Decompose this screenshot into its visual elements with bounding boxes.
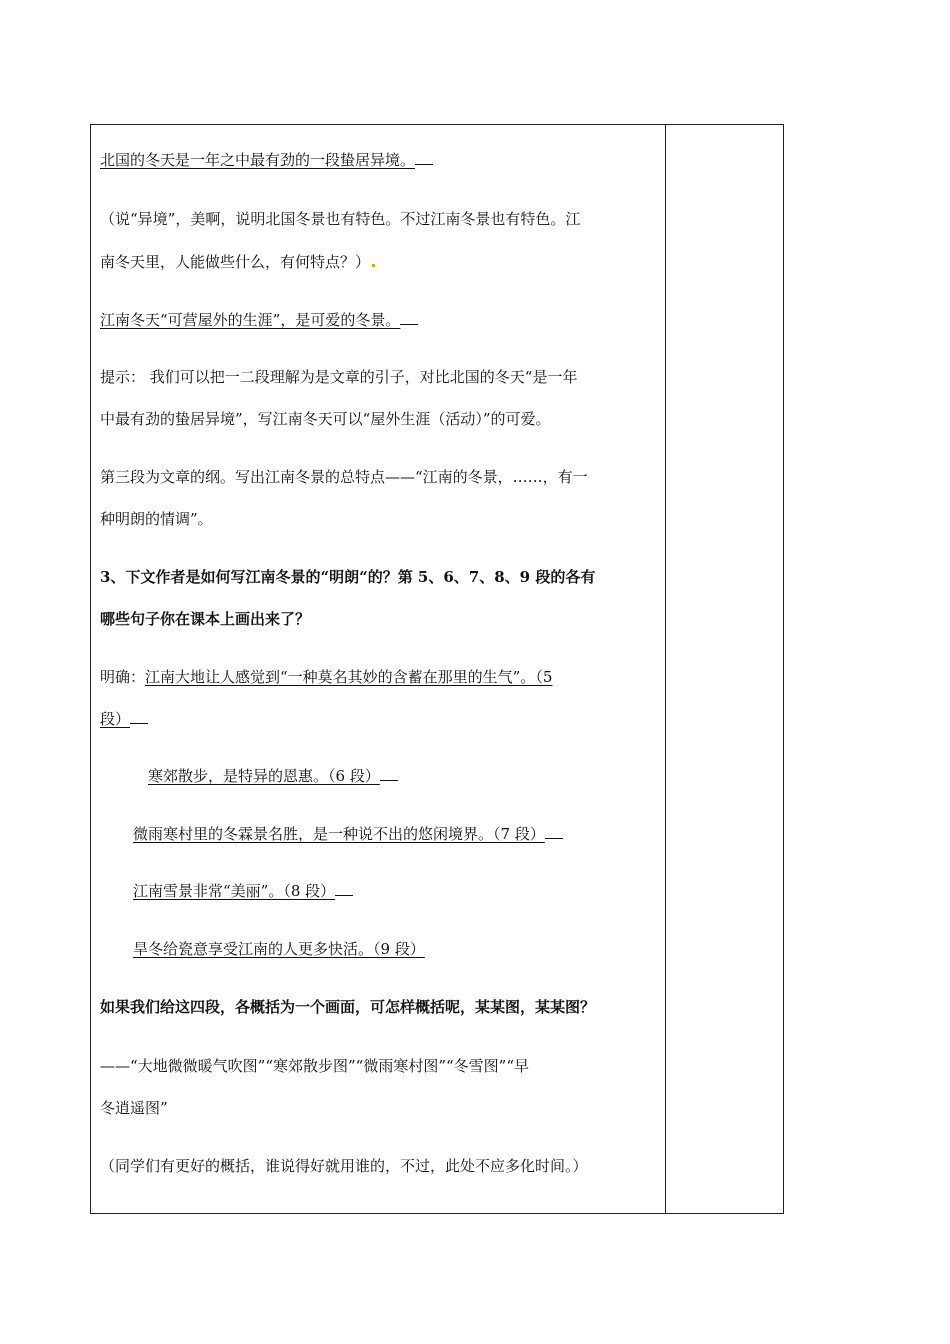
answer-line: 明确：江南大地让人感觉到“一种莫名其妙的含蓄在那里的生气”。（5	[100, 668, 553, 686]
text-line: ——“大地微微暖气吹图”“寒郊散步图”“微雨寒村图”“冬雪图”“早	[100, 1057, 530, 1075]
text-line: 中最有劲的蛰居异境”，写江南冬天可以“屋外生涯（活动）”的可爱。	[100, 410, 551, 428]
answer-line: 旱冬给瓷意享受江南的人更多快活。（9 段）	[133, 940, 425, 958]
text-line: （同学们有更好的概括，谁说得好就用谁的，不过，此处不应多化时间。）	[100, 1157, 588, 1175]
question-line: 哪些句子你在课本上画出来了？	[100, 610, 311, 628]
column-divider	[665, 125, 666, 1213]
text-line: 冬逍遥图”	[100, 1099, 168, 1117]
answer-line: 江南雪景非常“美丽”。（8 段）	[133, 881, 353, 901]
answer-line: 寒郊散步，是特异的恩惠。（6 段）	[148, 766, 398, 786]
marker-dot-icon	[372, 264, 375, 267]
text-line: （说“异境”，美啊，说明北国冬景也有特色。不过江南冬景也有特色。江	[100, 210, 581, 228]
text-line: 提示： 我们可以把一二段理解为是文章的引子，对比北国的冬天“是一年	[100, 368, 578, 386]
text-line: 南冬天里，人能做些什么，有何特点？）	[100, 252, 375, 272]
content-cell	[91, 125, 665, 1213]
question-line: 如果我们给这四段，各概括为一个画面，可怎样概括呢，某某图，某某图？	[100, 998, 596, 1016]
lesson-table	[90, 124, 784, 1214]
question-line: 3、下文作者是如何写江南冬景的“明朗“的？第 5、6、7、8、9 段的各有	[100, 568, 596, 586]
text-line: 北国的冬天是一年之中最有劲的一段蛰居异境。	[100, 150, 433, 170]
text-line: 种明朗的情调”。	[100, 510, 213, 528]
text-line: 第三段为文章的纲。写出江南冬景的总特点——“江南的冬景，……，有一	[100, 468, 588, 486]
text-line: 江南冬天“可营屋外的生涯”，是可爱的冬景。	[100, 310, 418, 330]
answer-line: 微雨寒村里的冬霖景名胜，是一种说不出的悠闲境界。（7 段）	[133, 824, 563, 844]
answer-line: 段）	[100, 709, 148, 729]
